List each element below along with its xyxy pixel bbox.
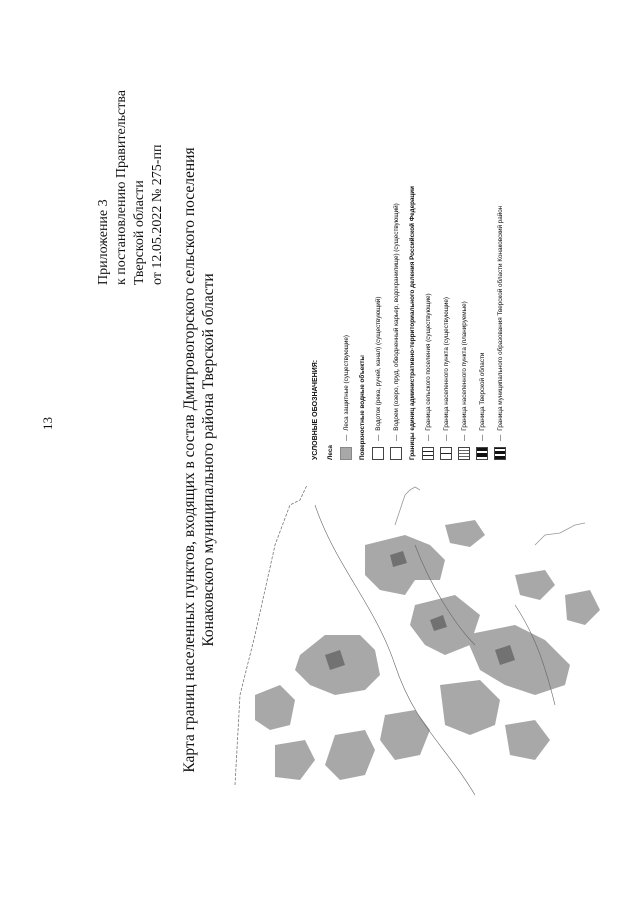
appendix-line-4: от 12.05.2022 № 275-пп (150, 144, 165, 285)
map-title (180, 140, 218, 780)
region-border-swatch (476, 447, 488, 460)
forest-area (255, 685, 295, 730)
forest-area (440, 680, 500, 735)
forest-swatch (340, 447, 352, 460)
legend-rural-border-label: Граница сельского поселения (существующие) (424, 293, 432, 431)
municipal-boundary-line (535, 523, 585, 545)
map-legend (312, 30, 511, 460)
map-title-line-2: Конаковского муниципального района Тверской области (200, 273, 217, 647)
planned-border-swatch (458, 447, 470, 460)
legend-water-header: Поверхностные водные объекты (359, 355, 366, 460)
legend-row-region-border: — Граница Тверской области (475, 30, 489, 460)
forest-area (380, 710, 430, 760)
legend-planned-border-label: Граница населенного пункта (планируемые) (460, 301, 468, 431)
legend-row-watercourse: — Водоток (река, ручей, канал) (существующий) (371, 30, 385, 460)
watercourse-swatch (372, 447, 384, 460)
appendix-line-1: Приложение 3 (96, 199, 111, 285)
forest-area (365, 535, 445, 595)
forest-area (275, 740, 315, 780)
legend-forest-label: Леса защитные (существующие) (342, 335, 350, 431)
legend-title: УСЛОВНЫЕ ОБОЗНАЧЕНИЯ: (312, 359, 319, 460)
legend-row-waterbody: — Водоем (озеро, пруд, обводненный карьер, водохранилище) (существующий) (389, 30, 403, 460)
appendix-block (95, 90, 167, 285)
settlement-border-swatch (440, 447, 452, 460)
legend-settlement-border-label: Граница населенного пункта (существующие) (442, 296, 450, 431)
forest-area (505, 720, 550, 760)
municipal-border-swatch (494, 447, 506, 460)
legend-municipal-border-label: Граница муниципального образования Тверской области Конаковский район (496, 205, 504, 431)
region-boundary-line (235, 485, 307, 785)
forest-area (445, 520, 485, 547)
legend-row-forest: — Леса защитные (существующие) (339, 30, 353, 460)
legend-watercourse-label: Водоток (река, ручей, канал) (существующий) (374, 296, 382, 431)
forest-area (515, 570, 555, 600)
legend-region-border-label: Граница Тверской области (478, 352, 486, 431)
legend-row-settlement-border: — Граница населенного пункта (существующие) (439, 30, 453, 460)
legend-forests-header: Леса (327, 445, 334, 460)
legend-row-municipal-border: — Граница муниципального образования Тверской области Конаковский район (493, 30, 507, 460)
legend-row-planned-border: — Граница населенного пункта (планируемые) (457, 30, 471, 460)
map-title-line-1: Карта границ населенных пунктов, входящих в состав Дмитровогорского сельского поселения (181, 147, 198, 773)
appendix-line-2: к постановлению Правительства (114, 89, 129, 285)
page-number: 13 (40, 417, 55, 430)
forest-areas (255, 520, 600, 780)
forest-area (325, 730, 375, 780)
legend-row-rural-border: — Граница сельского поселения (существующие) (421, 30, 435, 460)
legend-waterbody-label: Водоем (озеро, пруд, обводненный карьер, водохранилище) (существующий) (392, 203, 400, 431)
settlement-boundaries-map (215, 485, 610, 805)
waterbody-swatch (390, 447, 402, 460)
appendix-line-3: Тверской области (132, 180, 147, 285)
settlement-boundary-line (395, 487, 420, 525)
legend-borders-header: Границы единиц административно-территориального деления Российской Федерации (409, 185, 416, 460)
rural-border-swatch (422, 447, 434, 460)
forest-area (565, 590, 600, 625)
